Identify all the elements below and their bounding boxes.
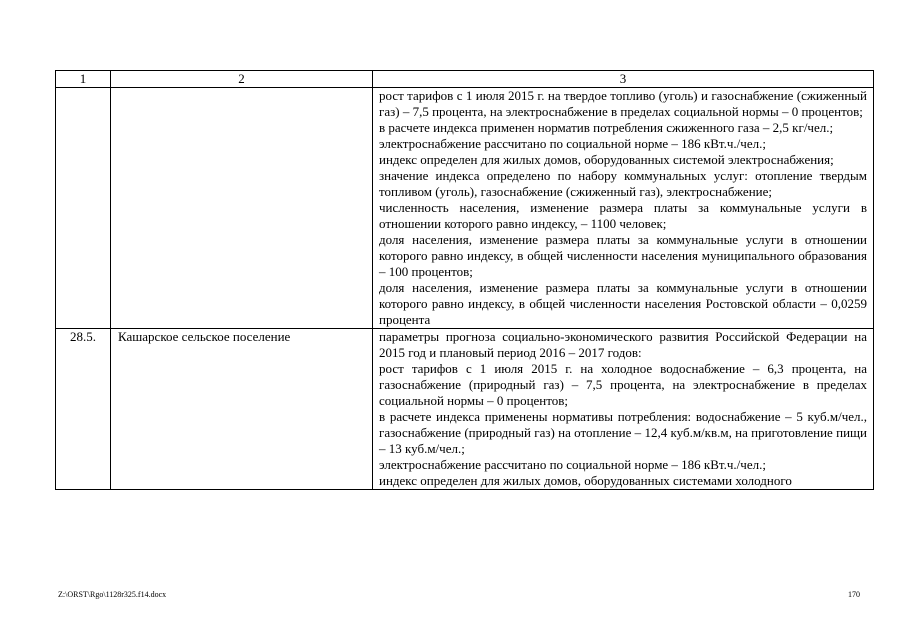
param-line: рост тарифов с 1 июля 2015 г. на твердое топливо (уголь) и газоснабжение (сжиженный газ) – 7,5 процента, на электроснабжение в пределах социальной нормы – 0 процентов; bbox=[379, 88, 867, 119]
param-line: параметры прогноза социально-экономического развития Российской Федерации на 2015 год и плановый период 2016 – 2017 годов: bbox=[379, 329, 867, 360]
row-name: Кашарское сельское поселение bbox=[111, 329, 373, 490]
param-line: в расчете индекса применен норматив потребления сжиженного газа – 2,5 кг/чел.; bbox=[379, 120, 834, 135]
param-line: численность населения, изменение размера платы за коммунальные услуги в отношении которого равно индексу, – 1100 человек; bbox=[379, 200, 867, 231]
row-params bbox=[373, 329, 874, 490]
row-number: 28.5. bbox=[56, 329, 111, 490]
param-line: рост тарифов с 1 июля 2015 г. на холодное водоснабжение – 6,3 процента, на газоснабжение (природный газ) – 7,5 процента, на электроснабжение в пределах социальной нормы – 0 процентов; bbox=[379, 361, 867, 408]
header-col-1: 1 bbox=[56, 71, 111, 88]
row-name bbox=[111, 88, 373, 329]
param-line: электроснабжение рассчитано по социальной норме – 186 кВт.ч./чел.; bbox=[379, 457, 766, 472]
table-header-row bbox=[56, 71, 874, 88]
param-line: электроснабжение рассчитано по социальной норме – 186 кВт.ч./чел.; bbox=[379, 136, 766, 151]
table-row bbox=[56, 88, 874, 329]
param-line: индекс определен для жилых домов, оборудованных системами холодного bbox=[379, 473, 792, 488]
param-line: в расчете индекса применены нормативы потребления: водоснабжение – 5 куб.м/чел., газоснабжение (природный газ) на отопление – 12,4 куб.м/кв.м, на приготовление пищи – 13 куб.м/чел.; bbox=[379, 409, 867, 456]
footer-page-number: 170 bbox=[848, 590, 860, 599]
row-number bbox=[56, 88, 111, 329]
header-col-2: 2 bbox=[111, 71, 373, 88]
table-row bbox=[56, 329, 874, 490]
param-line: индекс определен для жилых домов, оборудованных системой электроснабжения; bbox=[379, 152, 834, 167]
param-line: значение индекса определено по набору коммунальных услуг: отопление твердым топливом (уголь), газоснабжение (сжиженный газ), электроснабжение; bbox=[379, 168, 867, 199]
row-params bbox=[373, 88, 874, 329]
param-line: доля населения, изменение размера платы за коммунальные услуги в отношении которого равно индексу, в общей численности населения муниципального образования – 100 процентов; bbox=[379, 232, 867, 279]
footer-file-path: Z:\ORST\Rgo\1128r325.f14.docx bbox=[58, 590, 167, 599]
param-line: доля населения, изменение размера платы за коммунальные услуги в отношении которого равно индексу, в общей численности населения Ростовской области – 0,0259 процента bbox=[379, 280, 867, 327]
document-table bbox=[55, 70, 874, 490]
header-col-3: 3 bbox=[373, 71, 874, 88]
